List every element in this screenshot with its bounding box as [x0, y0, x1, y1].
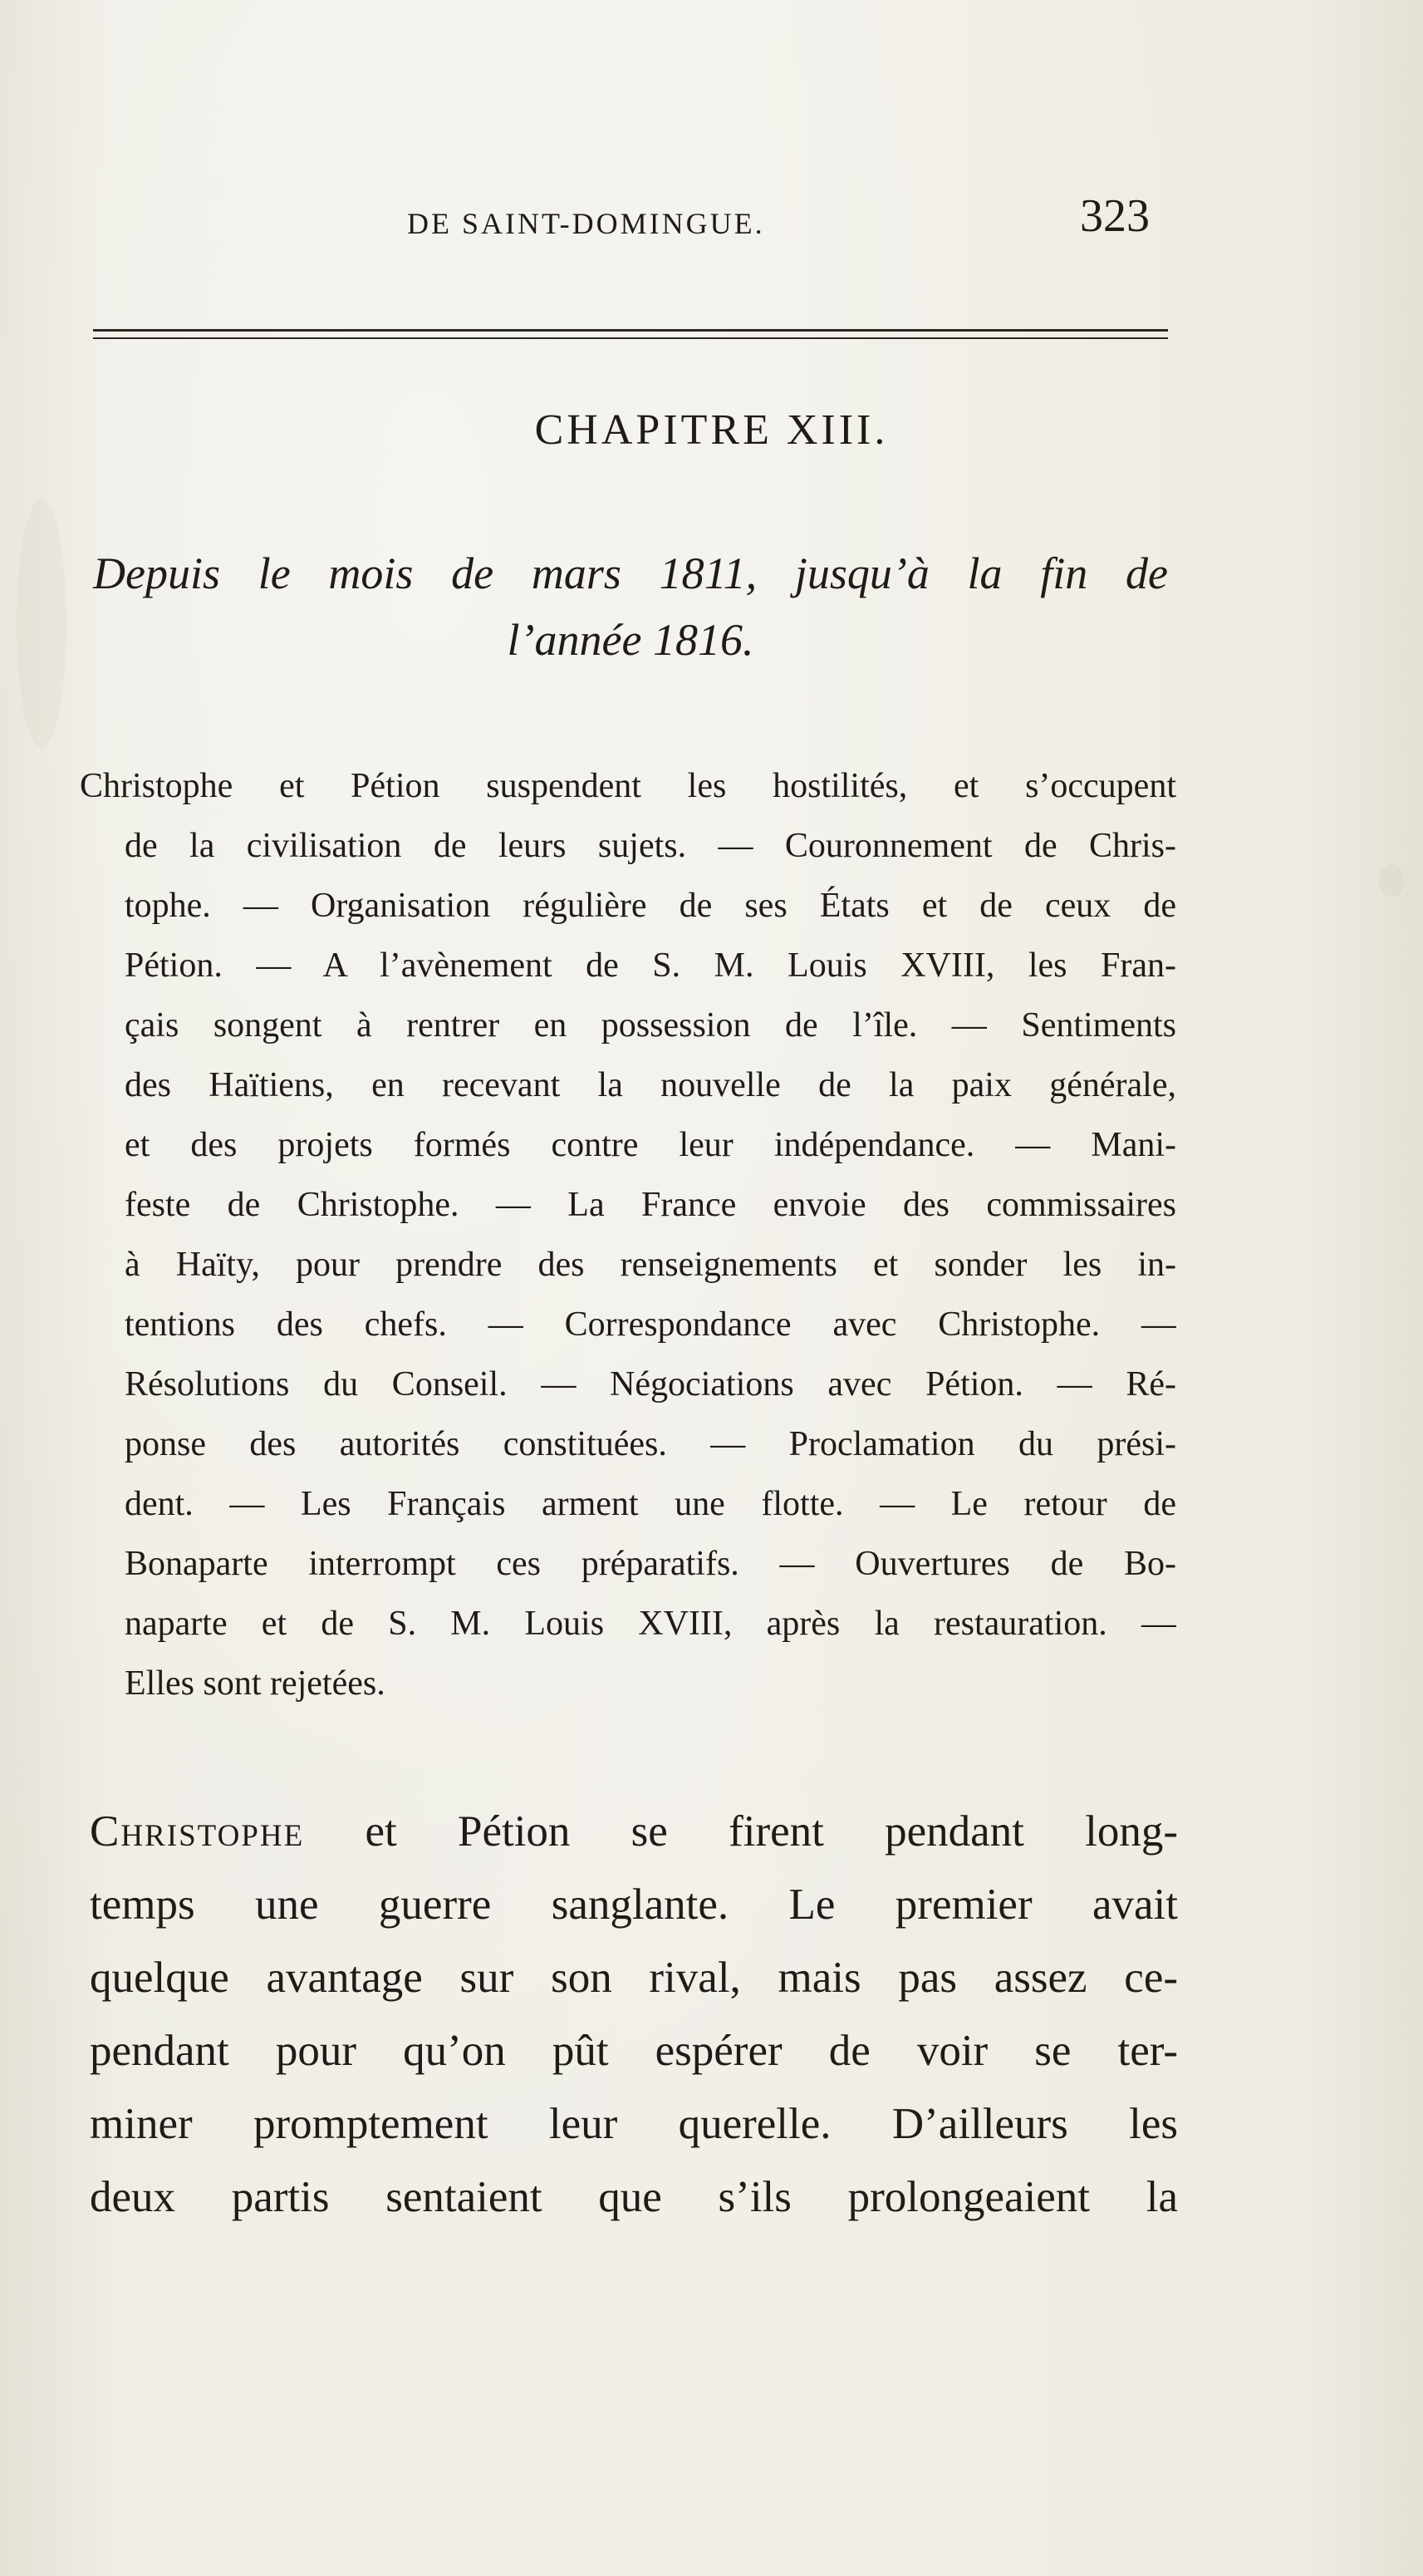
summary-line: Elles sont rejetées.	[125, 1664, 385, 1703]
summary-line: et des projets formés contre leur indépendance. — Mani-	[125, 1126, 1176, 1164]
paper-stain	[17, 499, 66, 748]
summary-line: dent. — Les Français arment une flotte. — Le retour de	[125, 1485, 1176, 1523]
body-line: quelque avantage sur son rival, mais pas assez ce-	[90, 1954, 1178, 2002]
body-line: pendant pour qu’on pût espérer de voir se ter-	[90, 2027, 1178, 2075]
chapter-subtitle	[93, 540, 1168, 673]
header-rule-thick	[93, 329, 1168, 332]
header-rule-thin	[93, 337, 1168, 339]
running-head	[0, 189, 1423, 256]
body-line: temps une guerre sanglante. Le premier avait	[90, 1880, 1178, 1929]
summary-line: Bonaparte interrompt ces préparatifs. — Ouvertures de Bo-	[125, 1545, 1176, 1583]
summary-line: Pétion. — A l’avènement de S. M. Louis XVIII, les Fran-	[125, 946, 1176, 985]
body-paragraph	[90, 1795, 1178, 2234]
summary-line: de la civilisation de leurs sujets. — Couronnement de Chris-	[125, 827, 1176, 865]
summary-line: çais songent à rentrer en possession de l’île. — Sentiments	[125, 1006, 1176, 1045]
body-line: deux partis sentaient que s’ils prolongeaient la	[90, 2173, 1178, 2221]
summary-line: naparte et de S. M. Louis XVIII, après la restauration. —	[125, 1605, 1176, 1643]
paper-stain	[1379, 864, 1404, 897]
body-line	[90, 1795, 1178, 1868]
summary-line: ponse des autorités constituées. — Proclamation du prési-	[125, 1425, 1176, 1463]
opening-word: Christophe	[90, 1807, 305, 1856]
summary-line: à Haïty, pour prendre des renseignements et sonder les in-	[125, 1246, 1176, 1284]
summary-line: des Haïtiens, en recevant la nouvelle de la paix générale,	[125, 1066, 1176, 1104]
summary-line: Christophe et Pétion suspendent les hostilités, et s’occupent	[80, 767, 1176, 805]
chapter-heading: CHAPITRE XIII.	[534, 406, 889, 454]
summary-line: tophe. — Organisation régulière de ses États et de ceux de	[125, 887, 1176, 925]
summary-line: feste de Christophe. — La France envoie des commissaires	[125, 1186, 1176, 1224]
body-line: miner promptement leur querelle. D’ailleurs les	[90, 2100, 1178, 2148]
chapter-subtitle-line: l’année 1816.	[507, 615, 754, 665]
body-line-text: et Pétion se firent pendant long-	[365, 1807, 1179, 1856]
summary-line: Résolutions du Conseil. — Négociations avec Pétion. — Ré-	[125, 1365, 1176, 1404]
running-title: DE SAINT-DOMINGUE.	[407, 207, 765, 240]
chapter-subtitle-line: Depuis le mois de mars 1811, jusqu’à la fin de	[93, 548, 1168, 598]
summary-line: tentions des chefs. — Correspondance avec Christophe. —	[125, 1305, 1176, 1344]
page-number: 323	[1080, 190, 1150, 242]
chapter-summary	[80, 756, 1176, 1713]
